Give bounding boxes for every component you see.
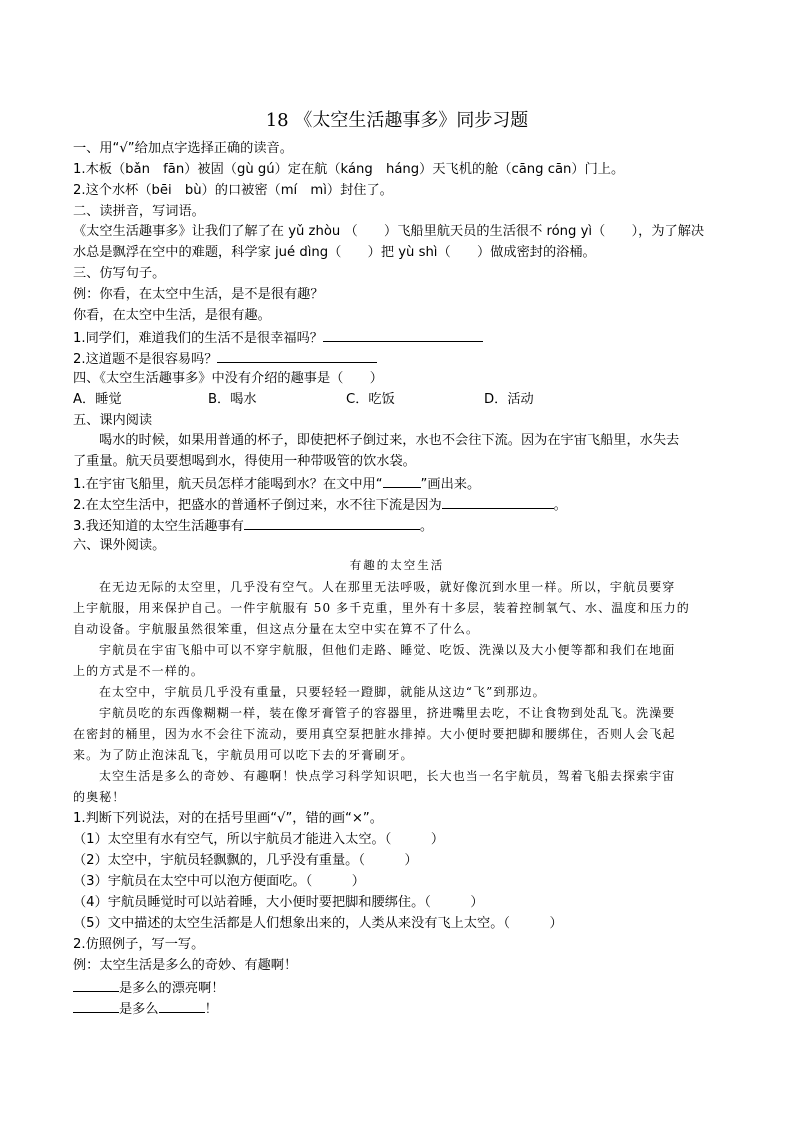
story-line: 在密封的桶里，因为水不会往下流动，要用真空泵把脏水排掉。大小便时要把脚和腰绑住，否则人会飞起 bbox=[73, 727, 676, 741]
section-3-question-1 bbox=[73, 328, 483, 347]
judge-item-3: （3）宇航员在太空中可以泡方便面吃。（ ） bbox=[73, 874, 365, 889]
section-3-example: 例：你看，在太空中生活，是不是很有趣？ bbox=[73, 287, 324, 302]
story-line: 太空生活是多么的奇妙、有趣啊！快点学习科学知识吧，长大也当一名宇航员，驾着飞船去探索宇宙 bbox=[99, 769, 676, 783]
section-3-heading: 三、仿写句子。 bbox=[73, 266, 166, 281]
question-text: 1.同学们，难道我们的生活不是很幸福吗？ bbox=[73, 331, 323, 346]
option-b: B．喝水 bbox=[208, 392, 257, 407]
story-line: 上宇航服，用来保护自己。一件宇航服有 50 多千克重，里外有十多层，装着控制氧气、水、温度和压力的 bbox=[73, 601, 690, 615]
story-line: 自动设备。宇航服虽然很笨重，但这点分量在太空中实在算不了什么。 bbox=[73, 622, 480, 636]
period: 。 bbox=[419, 519, 434, 534]
story-title: 有趣的太空生活 bbox=[349, 558, 445, 572]
question-text: 3.我还知道的太空生活趣事有 bbox=[73, 519, 244, 534]
section-3-example-answer: 你看，在太空中生活，是很有趣。 bbox=[73, 308, 271, 323]
exclamation: ！ bbox=[204, 1002, 218, 1017]
section-6-heading: 六、课外阅读。 bbox=[73, 538, 166, 553]
underline-marker bbox=[383, 474, 421, 488]
section-4-heading: 四、《太空生活趣事多》中没有介绍的趣事是（ ） bbox=[73, 371, 383, 386]
story-line: 宇航员吃的东西像糊糊一样，装在像牙膏管子的容器里，挤进嘴里去吃，不让食物到处乱飞。洗澡要 bbox=[99, 706, 676, 720]
answer-blank[interactable] bbox=[323, 328, 483, 342]
story-line: 宇航员在宇宙飞船中可以不穿宇航服，但他们走路、睡觉、吃饭、洗澡以及大小便等都和我们在地面 bbox=[99, 643, 676, 657]
page-title: 18 《太空生活趣事多》同步习题 bbox=[265, 110, 529, 131]
answer-blank[interactable] bbox=[73, 999, 119, 1013]
judge-item-5: （5）文中描述的太空生活都是人们想象出来的，人类从来没有飞上太空。（ ） bbox=[73, 916, 563, 931]
section-5-heading: 五、课内阅读 bbox=[73, 413, 153, 428]
answer-blank[interactable] bbox=[217, 349, 377, 363]
imitation-line-2 bbox=[73, 999, 218, 1018]
section-2-line-2: 水总是飘浮在空中的难题，科学家 jué dìng（ ）把 yù shì（ ）做成密封的浴桶。 bbox=[73, 245, 596, 260]
question-text: 1.在宇宙飞船里，航天员怎样才能喝到水？在文中用“ bbox=[73, 477, 383, 492]
section-2-heading: 二、读拼音，写词语。 bbox=[73, 204, 205, 219]
section-5-question-2 bbox=[73, 495, 567, 514]
story-line: 在无边无际的太空里，几乎没有空气。人在那里无法呼吸，就好像沉到水里一样。所以，宇航员要穿 bbox=[99, 580, 676, 594]
question-text: 2.在太空生活中，把盛水的普通杯子倒过来，水不往下流是因为 bbox=[73, 498, 442, 513]
story-line: 来。为了防止泡沫乱飞，宇航员用可以吃下去的牙膏刷牙。 bbox=[73, 748, 414, 762]
question-text: 2.这道题不是很容易吗？ bbox=[73, 352, 218, 367]
story-line: 上的方式是不一样的。 bbox=[73, 664, 205, 678]
option-a: A．睡觉 bbox=[73, 392, 122, 407]
reading-paragraph-line-2: 了重量。航天员要想喝到水，得使用一种带吸管的饮水袋。 bbox=[73, 454, 416, 469]
section-6-question-2-heading: 2.仿照例子，写一写。 bbox=[73, 937, 205, 952]
section-2-line-1: 《太空生活趣事多》让我们了解了在 yǔ zhòu （ ）飞船里航天员的生活很不 róng yì（ ），为了解决 bbox=[73, 224, 705, 239]
imitation-line-1 bbox=[73, 978, 225, 997]
section-1-heading: 一、用“√”给加点字选择正确的读音。 bbox=[73, 141, 293, 156]
period: 。 bbox=[553, 498, 567, 513]
answer-blank[interactable] bbox=[73, 978, 119, 992]
imitation-example: 例：太空生活是多么的奇妙、有趣啊！ bbox=[73, 958, 298, 973]
section-3-question-2 bbox=[73, 349, 377, 368]
section-6-question-1-heading: 1.判断下列说法，对的在括号里画“√”，错的画“×”。 bbox=[73, 811, 383, 826]
story-line: 的奥秘！ bbox=[73, 790, 126, 804]
judge-item-2: （2）太空中，宇航员轻飘飘的，几乎没有重量。（ ） bbox=[73, 853, 418, 868]
section-5-question-3 bbox=[73, 516, 433, 535]
section-1-question-2: 2.这个水杯（bēi bù）的口被密（mí mì）封住了。 bbox=[73, 183, 393, 198]
imitation-text: 是多么 bbox=[119, 1002, 159, 1017]
question-text-end: ”画出来。 bbox=[420, 477, 481, 492]
imitation-text: 是多么的漂亮啊！ bbox=[119, 981, 225, 996]
answer-blank[interactable] bbox=[244, 516, 420, 530]
judge-item-1: （1）太空里有水有空气，所以宇航员才能进入太空。（ ） bbox=[73, 832, 445, 847]
judge-item-4: （4）宇航员睡觉时可以站着睡，大小便时要把脚和腰绑住。（ ） bbox=[73, 895, 484, 910]
option-c: C．吃饭 bbox=[346, 392, 395, 407]
option-d: D．活动 bbox=[484, 392, 534, 407]
story-line: 在太空中，宇航员几乎没有重量，只要轻轻一蹬脚，就能从这边“飞”到那边。 bbox=[99, 685, 546, 699]
section-1-question-1: 1.木板（bǎn fān）被固（gù gú）定在航（káng háng）天飞机的舱（cāng cān）门上。 bbox=[73, 162, 625, 177]
answer-blank[interactable] bbox=[442, 495, 554, 509]
reading-paragraph-line-1: 喝水的时候，如果用普通的杯子，即使把杯子倒过来，水也不会往下流。因为在宇宙飞船里，水失去 bbox=[99, 433, 680, 448]
answer-blank[interactable] bbox=[159, 999, 205, 1013]
section-5-question-1 bbox=[73, 474, 480, 493]
